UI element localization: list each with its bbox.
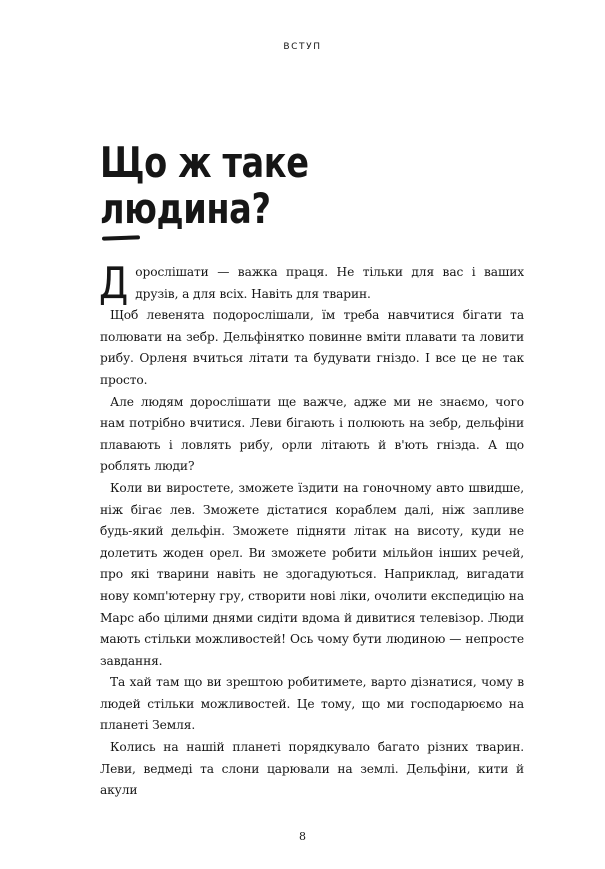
title-underline-divider [102,235,140,240]
chapter-title-line-1: Що ж таке [100,138,309,187]
chapter-title-line-2: людина? [100,184,271,233]
running-head: ВСТУП [283,42,322,52]
paragraph-1 [99,258,524,309]
drop-cap: Д [99,258,129,309]
paragraph-2: Щоб левенята подорослішали, їм треба навчитися бігати та полювати на зебр. Дельфінятко повинне вміти плавати та ловити рибу. Орленя вчиться літати та будувати гніздо. І все це не так просто. [100,308,524,387]
page-number: 8 [299,830,306,843]
paragraph-5: Та хай там що ви зрештою робитимете, варто дізнатися, чому в людей стільки можливостей. Це тому, що ми господарюємо на планеті Земля. [100,675,524,733]
paragraph-6: Колись на нашій планеті порядкувало багато різних тварин. Леви, ведмеді та слони царювали на землі. Дельфіни, кити й акули [100,740,524,798]
paragraph-1-text: орослішати — важка праця. Не тільки для вас і ваших друзів, а для всіх. Навіть для тварин. [135,265,524,301]
body-text [99,258,524,802]
chapter-title [100,140,436,232]
paragraph-4: Коли ви виростете, зможете їздити на гоночному авто швидше, ніж бігає лев. Зможете дістатися кораблем далі, ніж запливе будь-який дельфін. Зможете підняти літак на висоту, куди не долетить жоден орел. Ви зможете робити мільйон інших речей, про які тварини навіть не здогадуються. Наприклад, вигадати нову комп'ютерну гру, створити нові ліки, очолити експедицію на Марс або цілими днями сидіти вдома й дивитися телевізор. Люди мають стільки можливостей! Ось чому бути людиною — непросте завдання. [100,480,524,668]
paragraph-3: Але людям дорослішати ще важче, адже ми не знаємо, чого нам потрібно вчитися. Леви бігають і полюють на зебр, дельфіни плавають і ловлять рибу, орли літають й в'ють гнізда. А що роблять люди? [100,394,524,474]
